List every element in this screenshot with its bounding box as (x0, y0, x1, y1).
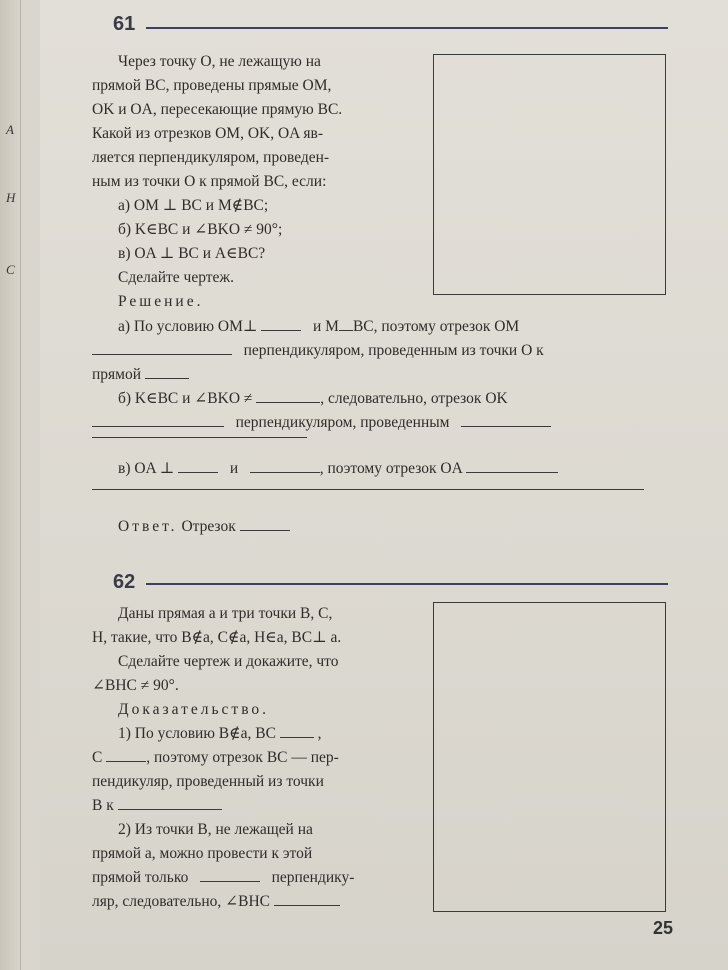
proof-line: прямой a, можно провести к этой (92, 845, 313, 862)
solution-title: Решение. (118, 293, 204, 310)
task-text-line: ∠BHC ≠ 90°. (92, 677, 179, 694)
answer-blank[interactable] (256, 388, 320, 403)
page-number: 25 (652, 918, 673, 938)
answer-blank[interactable] (200, 867, 260, 882)
task-number: 61 (113, 13, 136, 35)
solution-a-line: а) По условию OM⊥ и M BC, поэтому отрезок OM (118, 318, 520, 335)
answer-blank[interactable] (461, 412, 551, 427)
solution-b-line: перпендикуляром, проведенным (92, 411, 551, 435)
task-text-line: Через точку O, не лежащую на (118, 53, 321, 70)
edge-letter: H (6, 190, 16, 205)
task-text-line: Сделайте чертеж и докажите, что (118, 653, 339, 670)
proof-line: прямой только перпендику- (92, 869, 355, 886)
solution-a-line: прямой (92, 363, 189, 387)
answer-blank[interactable] (145, 364, 189, 379)
proof-line: пендикуляр, проведенный из точки (92, 773, 324, 790)
answer-blank[interactable] (274, 891, 340, 906)
answer-blank[interactable] (339, 316, 353, 331)
answer-blank[interactable] (106, 747, 146, 762)
answer-blank[interactable] (92, 412, 224, 427)
condition-b: б) K∈BC и ∠BKO ≠ 90°; (118, 221, 283, 238)
proof-line: 2) Из точки B, не лежащей на (118, 821, 313, 838)
solution-a-line: перпендикуляром, проведенным из точки O к (92, 339, 544, 363)
task-text-line: ным из точки O к прямой BC, если: (92, 173, 327, 190)
proof-title: Доказательство. (118, 701, 270, 718)
instruction: Сделайте чертеж. (118, 269, 235, 286)
answer-blank[interactable] (240, 516, 290, 531)
condition-c: в) OA ⊥ BC и A∈BC? (118, 245, 266, 262)
task-text-line: Какой из отрезков OM, OK, OA яв- (92, 125, 323, 142)
task-divider (146, 583, 668, 585)
task-text-line: прямой BC, проведены прямые OM, (92, 77, 332, 94)
answer-blank[interactable] (250, 458, 320, 473)
task-divider (146, 27, 668, 29)
answer-blank[interactable] (178, 458, 218, 473)
task-text-line: Даны прямая a и три точки B, C, (118, 605, 333, 622)
task-text-line: OK и OA, пересекающие прямую BC. (92, 101, 343, 118)
answer-blank[interactable] (118, 795, 222, 810)
condition-a: а) OM ⊥ BC и M∉BC; (118, 197, 269, 214)
drawing-box (433, 54, 666, 295)
answer-blank[interactable] (92, 340, 232, 355)
answer-blank[interactable] (261, 316, 301, 331)
task-number: 62 (113, 571, 136, 593)
answer-line[interactable] (92, 489, 644, 490)
proof-line: C , поэтому отрезок BC — пер- (92, 749, 339, 766)
solution-c-line: в) OA ⊥ и , поэтому отрезок OA (118, 457, 558, 481)
edge-letter: C (6, 262, 15, 277)
solution-b-line: б) K∈BC и ∠BKO ≠ , следовательно, отрезок OK (118, 390, 508, 407)
proof-line: 1) По условию B∉a, BC , (118, 725, 322, 742)
answer-blank[interactable] (280, 723, 314, 738)
proof-line: B к (92, 794, 222, 818)
proof-line: ляр, следовательно, ∠BHC (92, 890, 340, 914)
answer-row: Ответ. Отрезок (118, 515, 290, 539)
drawing-box (433, 602, 666, 912)
edge-letter: A (6, 122, 14, 137)
answer-blank[interactable] (466, 458, 558, 473)
task-text-line: H, такие, что B∉a, C∉a, H∈a, BC⊥ a. (92, 629, 342, 646)
previous-page-edge (0, 0, 21, 970)
task-text-line: ляется перпендикуляром, проведен- (92, 149, 330, 166)
answer-line[interactable] (92, 437, 307, 438)
